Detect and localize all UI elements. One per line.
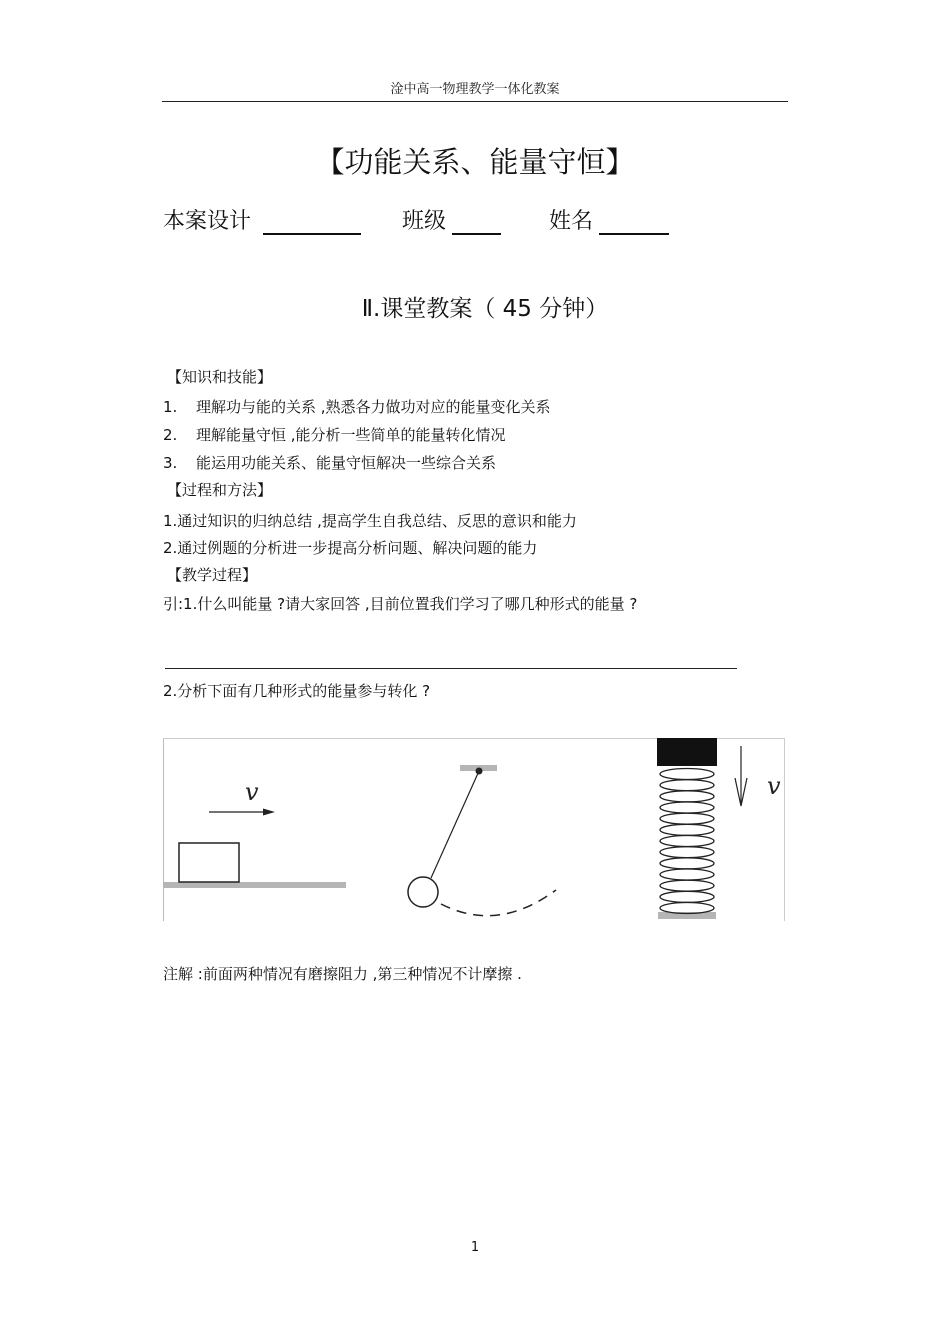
question-2: 2.分析下面有几种形式的能量参与转化 ? [163, 682, 431, 700]
item-text: 理解能量守恒 ,能分析一些简单的能量转化情况 [196, 426, 506, 444]
class-label: 班级 [402, 209, 447, 234]
spring-coil [660, 769, 714, 780]
process-item: 2.通过例题的分析进一步提高分析问题、解决问题的能力 [163, 539, 538, 557]
item-text: 能运用功能关系、能量守恒解决一些综合关系 [196, 454, 497, 472]
spring-coil [660, 813, 714, 824]
figure-svg [163, 738, 785, 921]
teaching-heading: 【教学过程】 [167, 566, 258, 584]
designer-blank [263, 211, 361, 235]
header-divider [162, 101, 788, 102]
spring-coil [660, 847, 714, 858]
item-text: 理解功与能的关系 ,熟悉各力做功对应的能量变化关系 [196, 398, 551, 416]
spring-coil [660, 824, 714, 835]
spring-coil [660, 880, 714, 891]
spring-coils [660, 769, 714, 914]
ground-surface [163, 882, 346, 888]
knowledge-heading: 【知识和技能】 [167, 368, 273, 386]
spring-coil [660, 791, 714, 802]
answer-line [165, 668, 737, 669]
page-title: 【功能关系、能量守恒】 [315, 145, 635, 179]
spring-coil [660, 780, 714, 791]
page-number: 1 [470, 1240, 480, 1255]
spring-coil [660, 858, 714, 869]
spring-coil [660, 836, 714, 847]
spring-velocity-label: v [767, 772, 781, 800]
process-heading: 【过程和方法】 [167, 481, 273, 499]
item-number: 2. [163, 426, 178, 444]
spring-coil [660, 802, 714, 813]
name-blank [599, 211, 669, 235]
spring-coil [660, 869, 714, 880]
block-velocity-label: v [245, 778, 259, 806]
class-blank [452, 211, 501, 235]
sliding-block [179, 843, 239, 882]
designer-field [163, 204, 361, 235]
name-label: 姓名 [549, 209, 594, 234]
pendulum-bob [408, 877, 438, 907]
spring-coil [660, 903, 714, 914]
section-heading: Ⅱ.课堂教案（ 45 分钟） [361, 296, 609, 322]
question-1: 引:1.什么叫能量 ?请大家回答 ,目前位置我们学习了哪几种形式的能量 ? [163, 595, 638, 613]
pendulum-string [431, 771, 479, 878]
block-arrow-head [263, 809, 275, 816]
knowledge-item [163, 452, 496, 473]
class-field [402, 204, 501, 235]
energy-figure [163, 738, 785, 921]
pendulum-swing-path [441, 890, 556, 916]
knowledge-item [163, 424, 506, 445]
spring-mass [657, 738, 717, 766]
page-header: 淦中高一物理教学一体化教案 [390, 82, 560, 97]
process-item: 1.通过知识的归纳总结 ,提高学生自我总结、反思的意识和能力 [163, 512, 577, 530]
note: 注解 :前面两种情况有磨擦阻力 ,第三种情况不计摩擦 . [163, 965, 522, 983]
name-field [549, 204, 669, 235]
designer-label: 本案设计 [163, 209, 252, 234]
item-number: 1. [163, 398, 178, 416]
item-number: 3. [163, 454, 178, 472]
spring-coil [660, 891, 714, 902]
knowledge-item [163, 396, 551, 417]
